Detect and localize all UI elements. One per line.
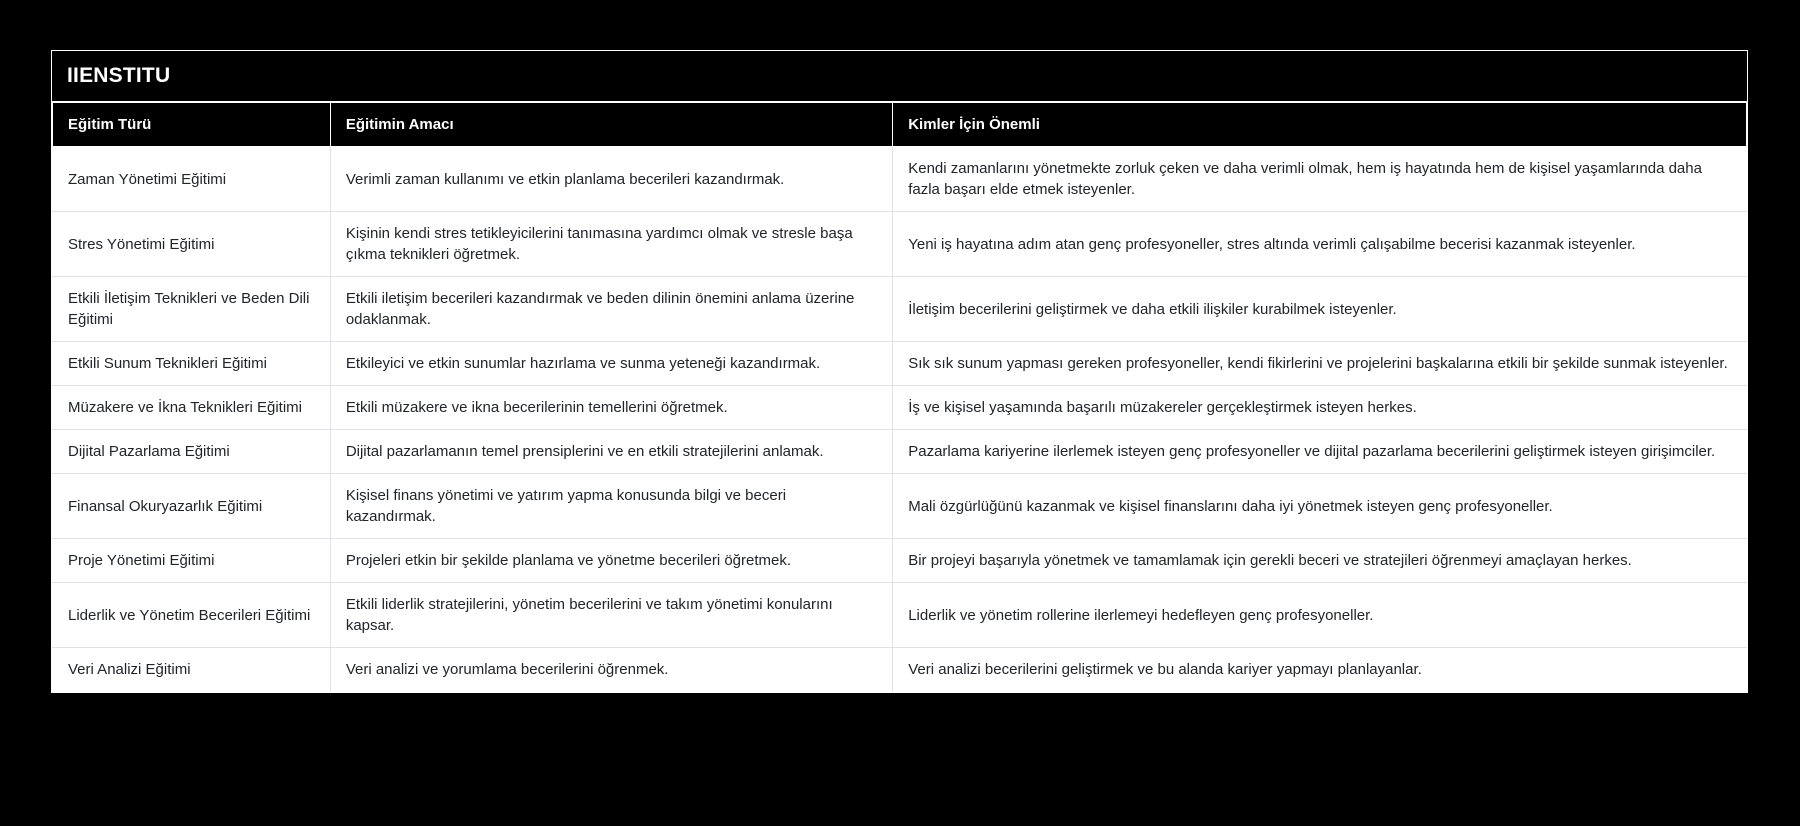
cell-egitim-turu: Dijital Pazarlama Eğitimi bbox=[53, 430, 331, 474]
table-row bbox=[53, 342, 1747, 386]
cell-egitim-turu: Stres Yönetimi Eğitimi bbox=[53, 212, 331, 277]
table-row bbox=[53, 212, 1747, 277]
cell-egitimin-amaci: Etkileyici ve etkin sunumlar hazırlama ve sunma yeteneği kazandırmak. bbox=[330, 342, 892, 386]
cell-egitim-turu: Proje Yönetimi Eğitimi bbox=[53, 539, 331, 583]
column-header-egitimin-amaci: Eğitimin Amacı bbox=[330, 103, 892, 147]
column-header-kimler-icin-onemli: Kimler İçin Önemli bbox=[893, 103, 1747, 147]
cell-kimler-icin-onemli: Liderlik ve yönetim rollerine ilerlemeyi hedefleyen genç profesyoneller. bbox=[893, 583, 1747, 648]
cell-egitimin-amaci: Veri analizi ve yorumlama becerilerini öğrenmek. bbox=[330, 648, 892, 692]
table-row bbox=[53, 147, 1747, 212]
cell-egitimin-amaci: Etkili müzakere ve ikna becerilerinin temellerini öğretmek. bbox=[330, 386, 892, 430]
cell-kimler-icin-onemli: Mali özgürlüğünü kazanmak ve kişisel finanslarını daha iyi yönetmek isteyen genç profesyoneller. bbox=[893, 474, 1747, 539]
table-body bbox=[53, 147, 1747, 692]
cell-egitim-turu: Veri Analizi Eğitimi bbox=[53, 648, 331, 692]
cell-egitim-turu: Finansal Okuryazarlık Eğitimi bbox=[53, 474, 331, 539]
education-table bbox=[52, 102, 1747, 692]
page-title: IIENSTITU bbox=[52, 51, 1747, 102]
cell-kimler-icin-onemli: Yeni iş hayatına adım atan genç profesyoneller, stres altında verimli çalışabilme becerisi kazanmak isteyenler. bbox=[893, 212, 1747, 277]
cell-kimler-icin-onemli: Bir projeyi başarıyla yönetmek ve tamamlamak için gerekli beceri ve stratejileri öğrenmeyi amaçlayan herkes. bbox=[893, 539, 1747, 583]
cell-egitimin-amaci: Projeleri etkin bir şekilde planlama ve yönetme becerileri öğretmek. bbox=[330, 539, 892, 583]
table-row bbox=[53, 430, 1747, 474]
cell-egitimin-amaci: Kişisel finans yönetimi ve yatırım yapma konusunda bilgi ve beceri kazandırmak. bbox=[330, 474, 892, 539]
cell-egitimin-amaci: Kişinin kendi stres tetikleyicilerini tanımasına yardımcı olmak ve stresle başa çıkma teknikleri öğretmek. bbox=[330, 212, 892, 277]
cell-egitimin-amaci: Etkili liderlik stratejilerini, yönetim becerilerini ve takım yönetimi konularını kapsar. bbox=[330, 583, 892, 648]
cell-egitim-turu: Etkili İletişim Teknikleri ve Beden Dili Eğitimi bbox=[53, 277, 331, 342]
table-row bbox=[53, 583, 1747, 648]
header-row bbox=[53, 103, 1747, 147]
cell-kimler-icin-onemli: Pazarlama kariyerine ilerlemek isteyen genç profesyoneller ve dijital pazarlama becerilerini geliştirmek isteyen girişimciler. bbox=[893, 430, 1747, 474]
cell-egitimin-amaci: Verimli zaman kullanımı ve etkin planlama becerileri kazandırmak. bbox=[330, 147, 892, 212]
cell-egitim-turu: Müzakere ve İkna Teknikleri Eğitimi bbox=[53, 386, 331, 430]
table-header bbox=[53, 103, 1747, 147]
table-row bbox=[53, 277, 1747, 342]
cell-egitimin-amaci: Etkili iletişim becerileri kazandırmak ve beden dilinin önemini anlama üzerine odaklanmak. bbox=[330, 277, 892, 342]
cell-egitim-turu: Etkili Sunum Teknikleri Eğitimi bbox=[53, 342, 331, 386]
cell-kimler-icin-onemli: İş ve kişisel yaşamında başarılı müzakereler gerçekleştirmek isteyen herkes. bbox=[893, 386, 1747, 430]
table-row bbox=[53, 386, 1747, 430]
cell-kimler-icin-onemli: İletişim becerilerini geliştirmek ve daha etkili ilişkiler kurabilmek isteyenler. bbox=[893, 277, 1747, 342]
table-row bbox=[53, 539, 1747, 583]
cell-kimler-icin-onemli: Sık sık sunum yapması gereken profesyoneller, kendi fikirlerini ve projelerini başkalarına etkili bir şekilde sunmak isteyenler. bbox=[893, 342, 1747, 386]
column-header-egitim-turu: Eğitim Türü bbox=[53, 103, 331, 147]
cell-egitimin-amaci: Dijital pazarlamanın temel prensiplerini ve en etkili stratejilerini anlamak. bbox=[330, 430, 892, 474]
table-row bbox=[53, 474, 1747, 539]
cell-kimler-icin-onemli: Veri analizi becerilerini geliştirmek ve bu alanda kariyer yapmayı planlayanlar. bbox=[893, 648, 1747, 692]
education-table-card bbox=[51, 50, 1748, 693]
cell-egitim-turu: Zaman Yönetimi Eğitimi bbox=[53, 147, 331, 212]
table-row bbox=[53, 648, 1747, 692]
cell-egitim-turu: Liderlik ve Yönetim Becerileri Eğitimi bbox=[53, 583, 331, 648]
cell-kimler-icin-onemli: Kendi zamanlarını yönetmekte zorluk çeken ve daha verimli olmak, hem iş hayatında hem de kişisel yaşamlarında daha fazla başarı elde etmek isteyenler. bbox=[893, 147, 1747, 212]
